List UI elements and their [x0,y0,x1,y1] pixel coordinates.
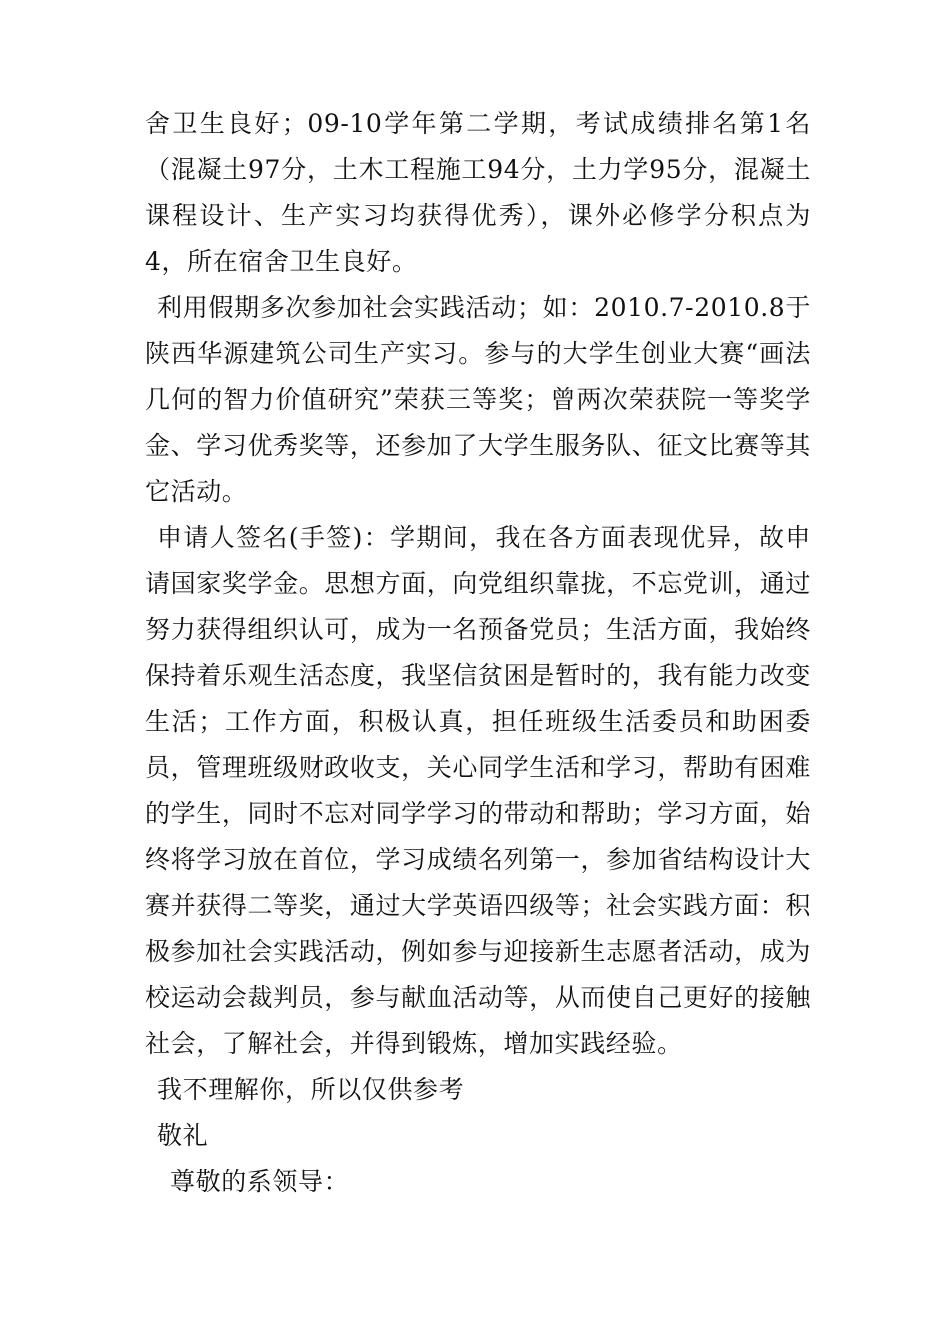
paragraph-grades: 舍卫生良好；09-10学年第二学期，考试成绩排名第1名（混凝土97分，土木工程施工94分，土力学95分，混凝土课程设计、生产实习均获得优秀），课外必修学分积点为4，所在宿舍卫生良好。 [145,109,811,276]
paragraph-reference-note: 我不理解你，所以仅供参考 [157,1075,465,1104]
paragraph-salutation: 敬礼 [157,1121,209,1150]
paragraph-greeting: 尊敬的系领导： [170,1167,350,1196]
paragraph-application-statement: 申请人签名(手签)：学期间，我在各方面表现优异，故申请国家奖学金。思想方面，向党组织靠拢，不忘党训，通过努力获得组织认可，成为一名预备党员；生活方面，我始终保持着乐观生活态度，我坚信贫困是暂时的，我有能力改变生活；工作方面，积极认真，担任班级生活委员和助困委员，管理班级财政收支，关心同学生活和学习，帮助有困难的学生，同时不忘对同学学习的带动和帮助；学习方面，始终将学习放在首位，学习成绩名列第一，参加省结构设计大赛并获得二等奖，通过大学英语四级等；社会实践方面：积极参加社会实践活动，例如参与迎接新生志愿者活动，成为校运动会裁判员，参与献血活动等，从而使自己更好的接触社会，了解社会，并得到锻炼，增加实践经验。 [145,523,811,1058]
paragraph-social-practice: 利用假期多次参加社会实践活动；如：2010.7-2010.8于陕西华源建筑公司生产实习。参与的大学生创业大赛“画法几何的智力价值研究”荣获三等奖；曾两次荣获院一等奖学金、学习优秀奖等，还参加了大学生服务队、征文比赛等其它活动。 [145,293,811,506]
document-body [145,101,811,1205]
